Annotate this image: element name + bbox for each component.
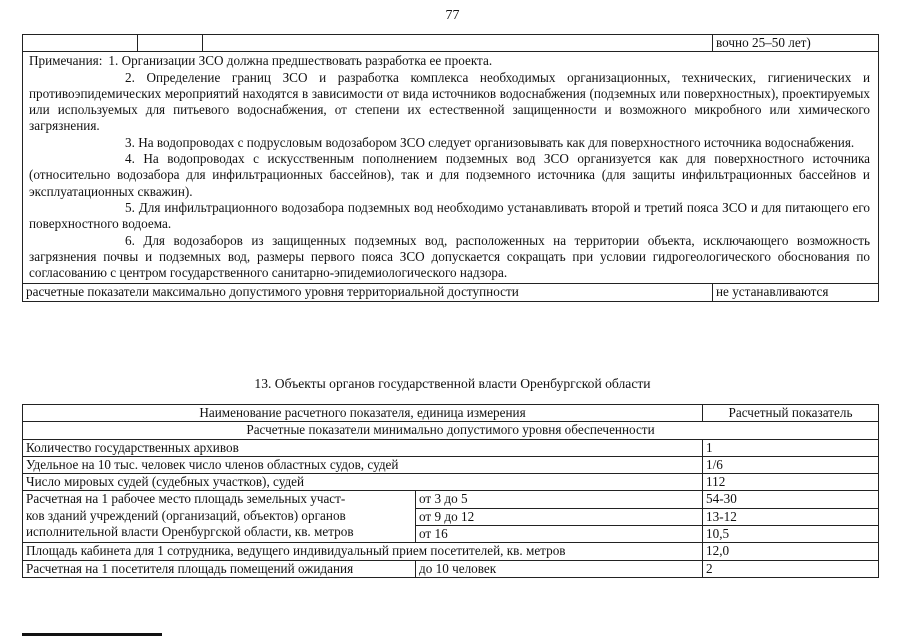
condition-cell: от 16: [416, 526, 703, 543]
note-item: 5. Для инфильтрационного водозабора подземных вод необходимо устанавливать второй и третий пояса ЗСО и для питающего его поверхностного водоема.: [29, 199, 870, 232]
row-label: Площадь кабинета для 1 сотрудника, ведущего индивидуальный прием посетителей, кв. метров: [23, 543, 703, 560]
table-row: [23, 35, 879, 52]
row-value: 112: [703, 474, 879, 491]
row-label: Количество государственных архивов: [23, 439, 703, 456]
row-value: 2: [703, 560, 879, 577]
header-value-cell: Расчетный показатель: [703, 405, 879, 422]
land-area-label-line: Расчетная на 1 рабочее место площадь земельных участ-: [26, 491, 346, 507]
table-cell: [138, 35, 203, 52]
note-item: 6. Для водозаборов из защищенных подземных вод, расположенных на территории объекта, исключающего возможность загрязнения почвы и подземных вод, размеры первого пояса ЗСО допускается сокращать при условии гидрогеологического обоснования по согласованию с центром государственного санитарно-эпидемиологического надзора.: [29, 232, 870, 281]
land-area-label-line: ков зданий учреждений (организаций, объектов) органов: [26, 507, 346, 523]
note-item: 2. Определение границ ЗСО и разработка комплекса необходимых организационных, технических, гигиенических и противоэпидемических мероприятий находятся в зависимости от вида источников водоснабжения (подземных или поверхностных), проектируемых или используемых для питьевого водоснабжения, от степени их естественной защищенности и возможного микробного или химического загрязнения.: [29, 69, 870, 134]
note-item: 3. На водопроводах с подрусловым водозабором ЗСО следует организовывать как для поверхностного источника водоснабжения.: [125, 134, 855, 150]
duration-cell: вочно 25–50 лет): [713, 35, 879, 52]
land-area-label: [23, 491, 416, 543]
row-value: 54-30: [703, 491, 879, 508]
land-area-label-line: исполнительной власти Оренбургской области, кв. метров: [26, 524, 354, 540]
row-value: 13-12: [703, 508, 879, 525]
row-value: 1: [703, 439, 879, 456]
table-cell: [203, 35, 713, 52]
notes-block: [23, 52, 879, 284]
table-row: [23, 560, 879, 577]
table-row: [23, 439, 879, 456]
row-label: Удельное на 10 тыс. человек число членов областных судов, судей: [23, 456, 703, 473]
note-item: 1. Организации ЗСО должна предшествовать разработка ее проекта.: [108, 53, 493, 69]
row-label: Число мировых судей (судебных участков), судей: [23, 474, 703, 491]
footnote-rule: [22, 633, 162, 636]
table-cell: [23, 35, 138, 52]
row-label: Расчетная на 1 посетителя площадь помещений ожидания: [23, 560, 416, 577]
table-row: [23, 52, 879, 284]
indicators-table: [22, 404, 879, 578]
page-number: 77: [445, 8, 460, 23]
table-row: [23, 543, 879, 560]
table-row: [23, 284, 879, 301]
section-title: 13. Объекты органов государственной власти Оренбургской области: [254, 376, 651, 391]
max-level-label: расчетные показатели максимально допустимого уровня территориальной доступности: [23, 284, 713, 301]
condition-cell: от 3 до 5: [416, 491, 703, 508]
notes-label: Примечания:: [29, 53, 103, 69]
row-value: 1/6: [703, 456, 879, 473]
condition-cell: от 9 до 12: [416, 508, 703, 525]
table-subheader-row: [23, 422, 879, 439]
notes-table: [22, 34, 879, 302]
table-row: [23, 456, 879, 473]
note-item: 4. На водопроводах с искусственным пополнением подземных вод ЗСО организуется как для поверхностного источника (относительно водозабора для инфильтрационных бассейнов), так и для подземного источника (для защиты инфильтрационных бассейнов и эксплуатационных скважин).: [29, 151, 870, 199]
table-row: [23, 491, 879, 508]
condition-cell: до 10 человек: [416, 560, 703, 577]
row-value: 12,0: [703, 543, 879, 560]
max-level-value: не устанавливаются: [713, 284, 879, 301]
table-row: [23, 474, 879, 491]
header-name-cell: Наименование расчетного показателя, единица измерения: [23, 405, 703, 422]
table-header-row: [23, 405, 879, 422]
subheader-cell: Расчетные показатели минимально допустимого уровня обеспеченности: [23, 422, 879, 439]
row-value: 10,5: [703, 526, 879, 543]
